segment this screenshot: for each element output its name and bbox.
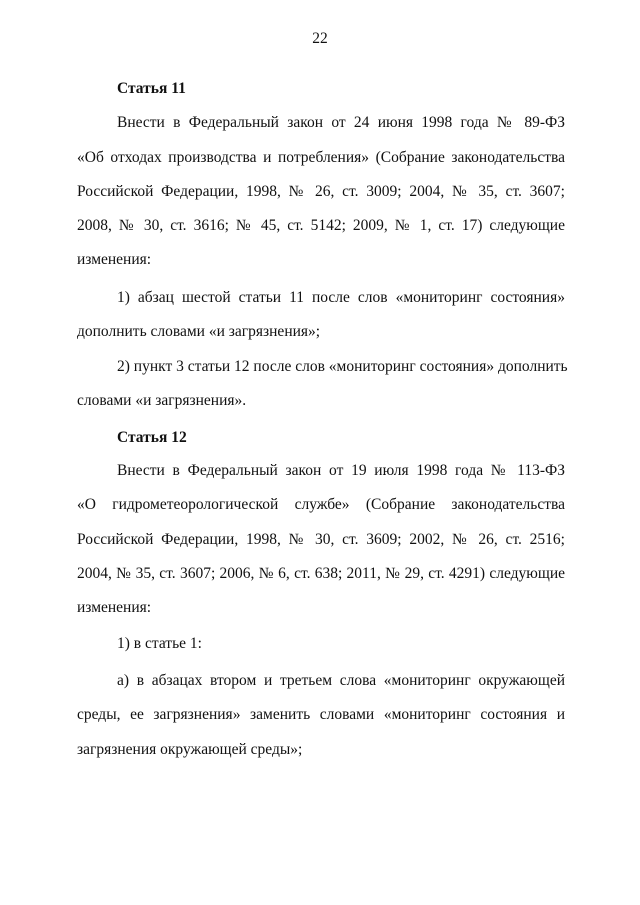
article-11-item-1-line: дополнить словами «и загрязнения»; bbox=[77, 323, 321, 340]
article-11-heading: Статья 11 bbox=[117, 80, 186, 97]
page-number: 22 bbox=[312, 30, 328, 47]
article-11-intro-line: изменения: bbox=[77, 251, 152, 268]
article-11-intro-line: «Об отходах производства и потребления» (Собрание законодательства bbox=[77, 149, 565, 166]
article-11-intro-line: Внести в Федеральный закон от 24 июня 1998 года № 89-ФЗ bbox=[117, 114, 565, 131]
article-12-intro-line: Российской Федерации, 1998, № 30, ст. 3609; 2002, № 26, ст. 2516; bbox=[77, 531, 565, 548]
article-12-item-1a-line: а) в абзацах втором и третьем слова «мониторинг окружающей bbox=[117, 672, 565, 689]
article-12-intro-line: «О гидрометеорологической службе» (Собрание законодательства bbox=[77, 496, 565, 513]
article-12-intro-line: изменения: bbox=[77, 599, 152, 616]
article-11-item-2-line: словами «и загрязнения». bbox=[77, 392, 247, 409]
article-12-item-1: 1) в статье 1: bbox=[117, 635, 202, 652]
article-12-item-1a-line: среды, ее загрязнения» заменить словами «мониторинг состояния и bbox=[77, 706, 565, 723]
article-12-intro-line: 2004, № 35, ст. 3607; 2006, № 6, ст. 638; 2011, № 29, ст. 4291) следующие bbox=[77, 565, 565, 582]
article-11-item-1-line: 1) абзац шестой статьи 11 после слов «мониторинг состояния» bbox=[117, 289, 565, 306]
article-11-intro-line: 2008, № 30, ст. 3616; № 45, ст. 5142; 2009, № 1, ст. 17) следующие bbox=[77, 217, 565, 234]
article-11-intro-line: Российской Федерации, 1998, № 26, ст. 3009; 2004, № 35, ст. 3607; bbox=[77, 183, 565, 200]
article-12-intro-line: Внести в Федеральный закон от 19 июля 1998 года № 113-ФЗ bbox=[117, 462, 565, 479]
article-12-heading: Статья 12 bbox=[117, 429, 187, 446]
article-11-item-2-line: 2) пункт 3 статьи 12 после слов «мониторинг состояния» дополнить bbox=[117, 358, 568, 375]
article-12-item-1a-line: загрязнения окружающей среды»; bbox=[77, 741, 303, 758]
